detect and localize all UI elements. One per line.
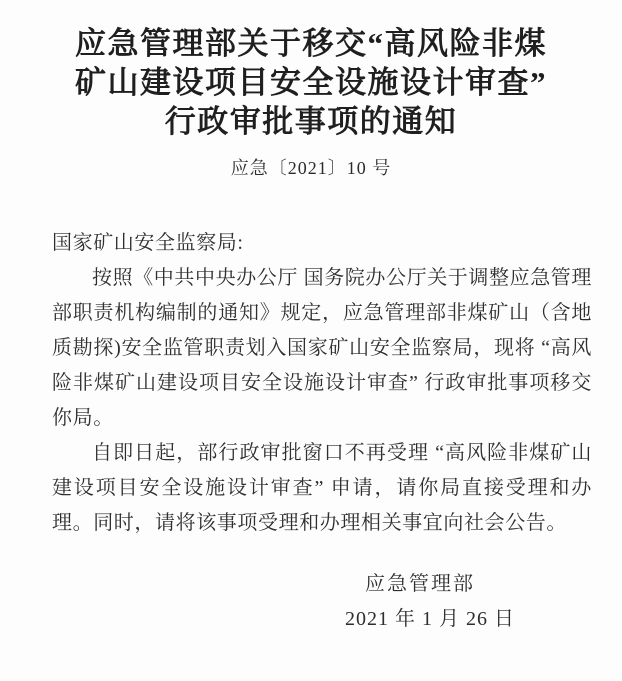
signature-issuer: 应急管理部 xyxy=(365,573,475,595)
signature-date: 2021 年 1 月 26 日 xyxy=(345,608,515,630)
signature-block xyxy=(52,567,592,637)
title-line-1: 应急管理部关于移交“高风险非煤 xyxy=(75,26,547,61)
document-body xyxy=(52,226,592,637)
title-line-2: 矿山建设项目安全设施设计审查” xyxy=(75,65,547,100)
document-number: 应急〔2021〕10 号 xyxy=(230,158,392,178)
salutation: 国家矿山安全监察局: xyxy=(52,232,244,254)
body-paragraph-1: 按照《中共中央办公厅 国务院办公厅关于调整应急管理部职责机构编制的通知》规定，应急管理部非煤矿山（含地质勘探)安全监管职责划入国家矿山安全监察局，现将 “高风险非煤矿山建设项目安全设施设计审查” 行政审批事项移交你局。 xyxy=(52,267,592,429)
title-line-3: 行政审批事项的通知 xyxy=(164,104,458,139)
body-paragraph-2: 自即日起，部行政审批窗口不再受理 “高风险非煤矿山建设项目安全设施设计审查” 申请，请你局直接受理和办理。同时，请将该事项受理和办理相关事宜向社会公告。 xyxy=(52,442,592,534)
document-title xyxy=(0,0,622,141)
